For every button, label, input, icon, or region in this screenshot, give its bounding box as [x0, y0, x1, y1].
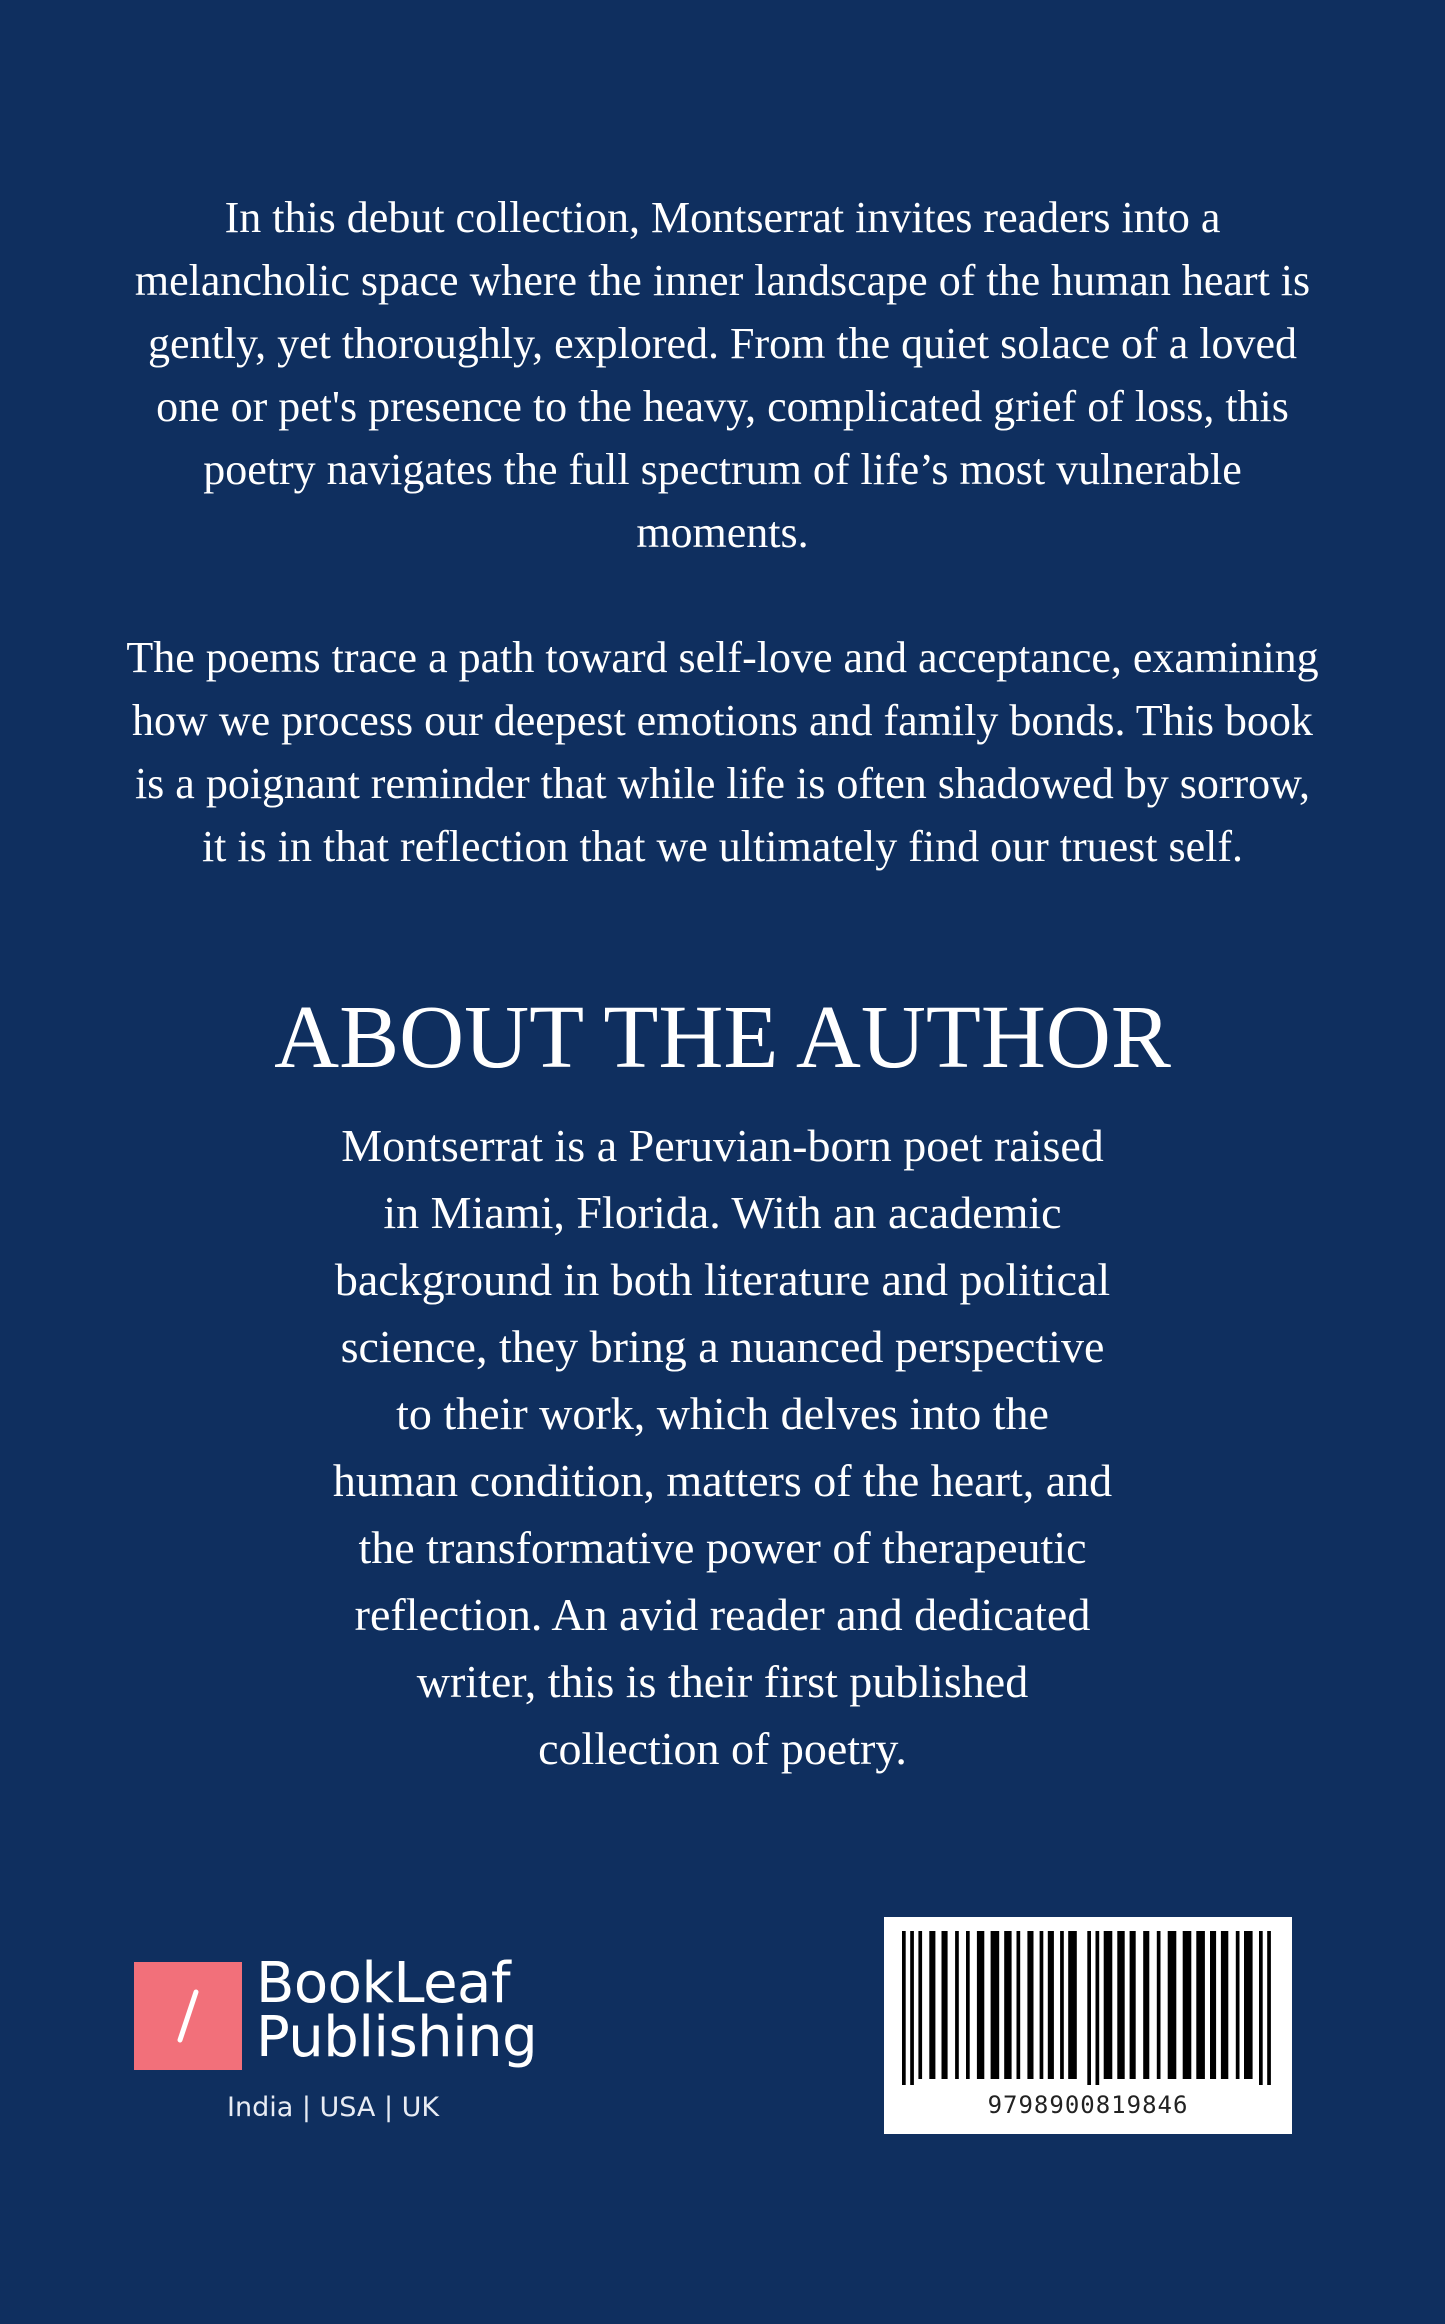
barcode-bar: [1048, 1931, 1054, 2079]
barcode-bar: [1130, 1931, 1136, 2079]
barcode-bar: [966, 1931, 970, 2079]
publisher-regions: India | USA | UK: [227, 2092, 440, 2123]
barcode-bar: [1267, 1931, 1271, 2085]
barcode-bar: [902, 1931, 906, 2085]
barcode-bar: [1004, 1931, 1011, 2079]
barcode-bar: [1221, 1931, 1228, 2079]
barcode-bar: [1236, 1931, 1240, 2079]
blurb-paragraph-2: The poems trace a path toward self-love and acceptance, examining how we process our deepest emotions and family bonds. This book is a poignant reminder that while life is often shadowed by sorrow, it is in that reflection that we ultimately find our truest self.: [126, 633, 1319, 871]
barcode-bar: [1259, 1931, 1263, 2085]
slash-glyph-icon: [134, 1962, 242, 2070]
blurb-paragraph-1: In this debut collection, Montserrat invites readers into a melancholic space where the inner landscape of the human heart is gently, yet thoroughly, explored. From the quiet solace of a loved one or pet's presence to the heavy, complicated grief of loss, this poetry navigates the full spectrum of life’s most vulnerable moments.: [134, 193, 1311, 557]
barcode-bar: [1157, 1931, 1161, 2079]
about-author-text: Montserrat is a Peruvian-born poet raised in Miami, Florida. With an academic background in both literature and political science, they bring a nuanced perspective to their work, which delves into the human condition, matters of the heart, and the transformative power of therapeutic reflection. An avid reader and dedicated writer, this is their first published collection of poetry.: [332, 1120, 1113, 1774]
barcode-bar: [1168, 1931, 1177, 2079]
barcode-bar: [1017, 1931, 1021, 2079]
barcode-bar: [1060, 1931, 1064, 2079]
barcode-bars-icon: [900, 1931, 1276, 2085]
barcode-bar: [1210, 1931, 1216, 2079]
barcode-bar: [1068, 1931, 1077, 2079]
barcode-bar: [1096, 1931, 1100, 2085]
barcode-bar: [1104, 1931, 1113, 2079]
publisher-logo: [134, 1951, 554, 2132]
barcode-bar: [1087, 1931, 1091, 2085]
slash-logo-icon: [134, 1962, 242, 2070]
barcode-bar: [918, 1931, 922, 2079]
barcode-bar: [1027, 1931, 1033, 2079]
barcode-bar: [1196, 1931, 1205, 2079]
barcode-bar: [942, 1931, 948, 2079]
barcode-bar: [1040, 1931, 1044, 2079]
barcode-bar: [955, 1931, 959, 2079]
isbn-number: 9798900819846: [987, 2091, 1189, 2119]
publisher-name-line-1: BookLeaf: [256, 1951, 511, 2016]
publisher-name-line-2: Publishing: [256, 2005, 538, 2070]
about-author-heading: ABOUT THE AUTHOR: [274, 988, 1171, 1087]
barcode-bar: [1244, 1931, 1253, 2079]
barcode-bar: [977, 1931, 984, 2079]
barcode-bar: [929, 1931, 935, 2079]
isbn-barcode: [884, 1917, 1292, 2134]
barcode-bar: [1183, 1931, 1192, 2079]
barcode-bar: [1143, 1931, 1149, 2079]
barcode-bar: [1117, 1931, 1124, 2079]
barcode-bar: [991, 1931, 1000, 2079]
barcode-bar: [910, 1931, 914, 2085]
